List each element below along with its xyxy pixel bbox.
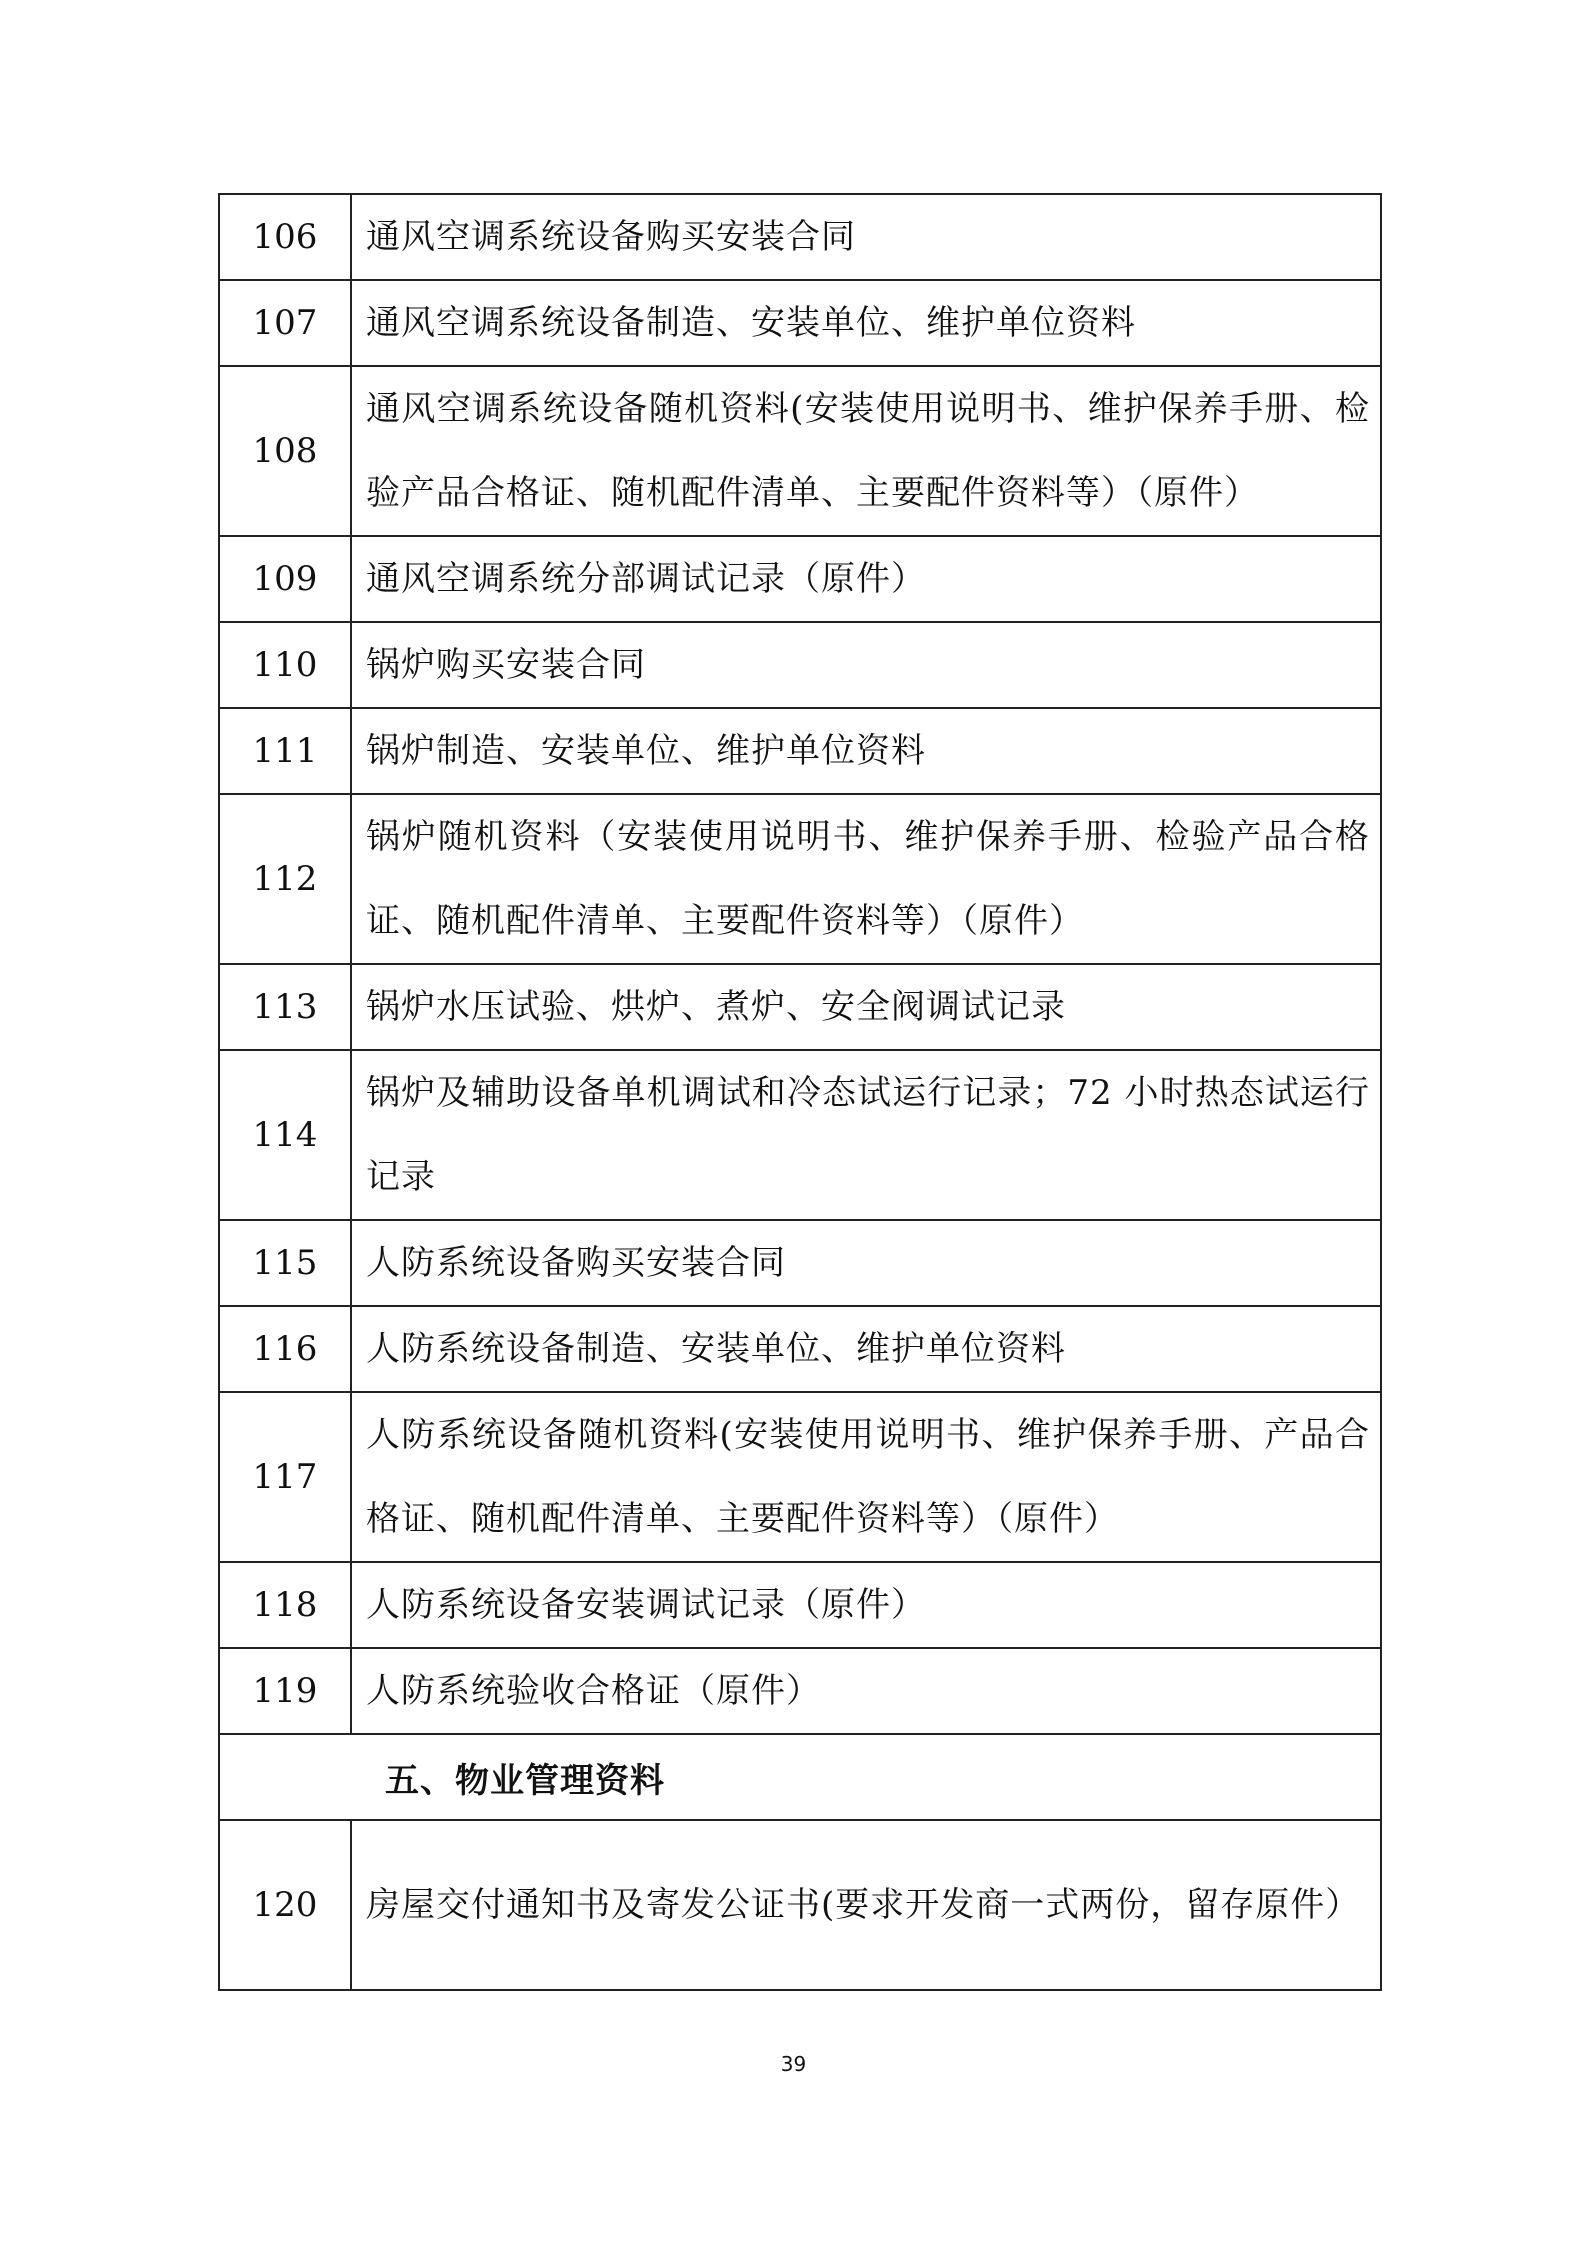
table-row [219,964,1381,1050]
table-row [219,536,1381,622]
item-number: 111 [219,708,351,794]
item-number: 120 [219,1820,351,1990]
item-number: 117 [219,1392,351,1562]
item-text: 房屋交付通知书及寄发公证书(要求开发商一式两份，留存原件） [351,1820,1381,1990]
item-text: 人防系统设备制造、安装单位、维护单位资料 [351,1306,1381,1392]
item-text: 锅炉及辅助设备单机调试和冷态试运行记录；72 小时热态试运行记录 [351,1050,1381,1220]
table-row [219,1306,1381,1392]
page-number: 39 [780,2052,807,2076]
table-row [219,794,1381,964]
item-text: 锅炉水压试验、烘炉、煮炉、安全阀调试记录 [351,964,1381,1050]
item-number: 109 [219,536,351,622]
section-row [219,1734,1381,1820]
table-row [219,622,1381,708]
section-heading: 五、物业管理资料 [219,1734,1381,1820]
item-number: 115 [219,1220,351,1306]
document-table [218,193,1382,1991]
table-row [219,708,1381,794]
table-row [219,1392,1381,1562]
item-text: 通风空调系统设备制造、安装单位、维护单位资料 [351,280,1381,366]
item-text: 锅炉制造、安装单位、维护单位资料 [351,708,1381,794]
item-number: 114 [219,1050,351,1220]
item-number: 112 [219,794,351,964]
item-text: 人防系统设备购买安装合同 [351,1220,1381,1306]
item-text: 通风空调系统设备随机资料(安装使用说明书、维护保养手册、检验产品合格证、随机配件清单、主要配件资料等）（原件） [351,366,1381,536]
item-text: 通风空调系统分部调试记录（原件） [351,536,1381,622]
item-text: 锅炉随机资料（安装使用说明书、维护保养手册、检验产品合格证、随机配件清单、主要配件资料等）（原件） [351,794,1381,964]
item-number: 106 [219,194,351,280]
item-number: 116 [219,1306,351,1392]
table-row [219,1220,1381,1306]
table-row [219,194,1381,280]
item-number: 110 [219,622,351,708]
table-row [219,1050,1381,1220]
table-row [219,1562,1381,1648]
table-row [219,1820,1381,1990]
item-number: 119 [219,1648,351,1734]
item-number: 113 [219,964,351,1050]
item-text: 人防系统设备随机资料(安装使用说明书、维护保养手册、产品合格证、随机配件清单、主要配件资料等）（原件） [351,1392,1381,1562]
item-number: 108 [219,366,351,536]
table-row [219,280,1381,366]
item-number: 107 [219,280,351,366]
table-row [219,366,1381,536]
item-text: 锅炉购买安装合同 [351,622,1381,708]
item-number: 118 [219,1562,351,1648]
table-row [219,1648,1381,1734]
item-text: 人防系统设备安装调试记录（原件） [351,1562,1381,1648]
item-text: 人防系统验收合格证（原件） [351,1648,1381,1734]
item-text: 通风空调系统设备购买安装合同 [351,194,1381,280]
